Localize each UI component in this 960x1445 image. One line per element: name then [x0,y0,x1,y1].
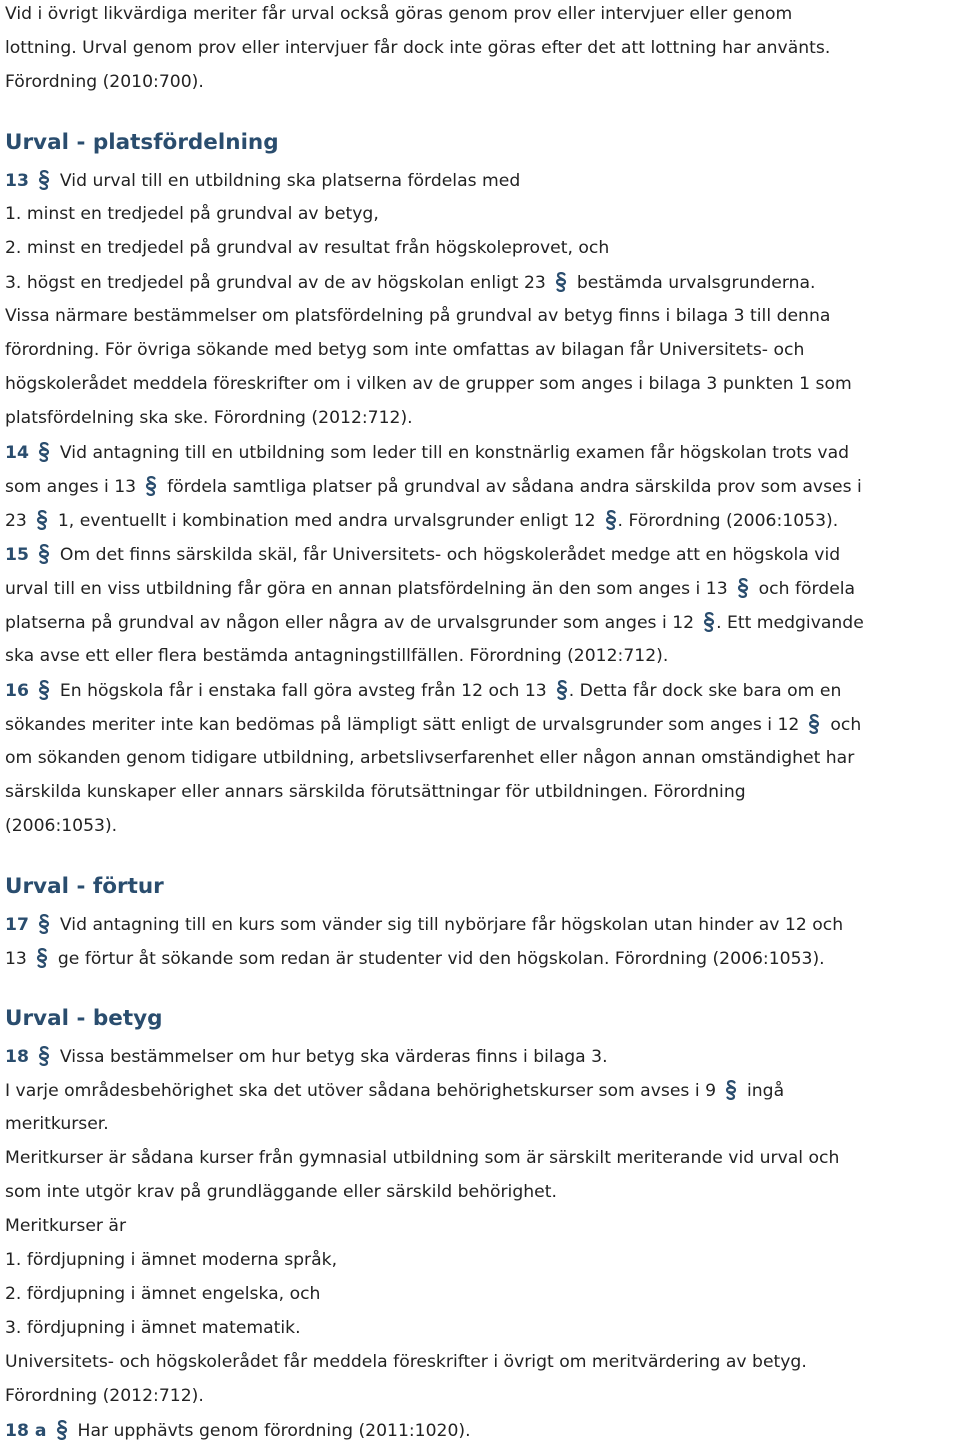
section-sign-icon [555,679,569,701]
section-sign-icon [724,1079,738,1101]
section-sign-icon [37,543,51,565]
list-item: 2. fördjupning i ämnet engelska, och [5,1284,321,1304]
paragraph-line: ska avse ett eller flera bestämda antagningstillfällen. Förordning (2012:712). [5,646,669,666]
section-number: 15 [5,545,29,565]
paragraph-line: Meritkurser är sådana kurser från gymnasial utbildning som är särskilt meriterande vid urval och [5,1148,840,1168]
heading-urval-betyg: Urval - betyg [5,1006,163,1031]
paragraph-line: om sökanden genom tidigare utbildning, arbetslivserfarenhet eller någon annan omständighet har [5,748,855,768]
paragraph-line: Förordning (2012:712). [5,1386,204,1406]
section-number: 18 a [5,1421,47,1441]
paragraph-line: som anges i 13 fördela samtliga platser på grundval av sådana andra särskilda prov som avses i [5,477,862,497]
section-sign-icon [55,1419,69,1441]
paragraph-line: urval till en viss utbildning får göra en annan platsfördelning än den som anges i 13 och fördela [5,579,856,599]
section-sign-icon [37,913,51,935]
paragraph-line: förordning. För övriga sökande med betyg som inte omfattas av bilagan får Universitets- och [5,340,805,360]
section-sign-icon [37,1045,51,1067]
section-18a-line-1: 18 a Har upphävts genom förordning (2011:1020). [5,1421,471,1441]
paragraph-line: platsfördelning ska ske. Förordning (2012:712). [5,408,413,428]
section-number: 13 [5,171,29,191]
section-sign-icon [37,441,51,463]
heading-urval-platsfordelning: Urval - platsfördelning [5,130,279,155]
section-13-lead: 13 Vid urval till en utbildning ska platserna fördelas med [5,171,521,191]
list-item: 1. minst en tredjedel på grundval av betyg, [5,204,379,224]
intro-line-3: Förordning (2010:700). [5,72,204,92]
section-sign-icon [37,679,51,701]
section-sign-icon [807,713,821,735]
section-15-line-1: 15 Om det finns särskilda skäl, får Universitets- och högskolerådet medge att en högskola vid [5,545,841,565]
paragraph-line: som inte utgör krav på grundläggande eller särskild behörighet. [5,1182,557,1202]
paragraph-line: (2006:1053). [5,816,118,836]
list-item: 1. fördjupning i ämnet moderna språk, [5,1250,338,1270]
paragraph-line: I varje områdesbehörighet ska det utöver sådana behörighetskurser som avses i 9 ingå [5,1081,785,1101]
section-sign-icon [35,947,49,969]
paragraph-line: Vissa närmare bestämmelser om platsfördelning på grundval av betyg finns i bilaga 3 till denna [5,306,831,326]
intro-line-2: lottning. Urval genom prov eller intervjuer får dock inte göras efter det att lottning har använts. [5,38,831,58]
list-item: 2. minst en tredjedel på grundval av resultat från högskoleprovet, och [5,238,610,258]
section-sign-icon [35,509,49,531]
section-sign-icon [736,577,750,599]
section-sign-icon [604,509,618,531]
section-number: 17 [5,915,29,935]
section-number: 14 [5,443,29,463]
heading-urval-fortur: Urval - förtur [5,874,164,899]
list-item: 3. högst en tredjedel på grundval av de av högskolan enligt 23 bestämda urvalsgrunderna. [5,273,816,293]
section-18-line-1: 18 Vissa bestämmelser om hur betyg ska värderas finns i bilaga 3. [5,1047,608,1067]
paragraph-line: Meritkurser är [5,1216,127,1236]
paragraph-line: särskilda kunskaper eller annars särskilda förutsättningar för utbildningen. Förordning [5,782,746,802]
section-sign-icon [144,475,158,497]
intro-line-1: Vid i övrigt likvärdiga meriter får urval också göras genom prov eller intervjuer eller genom [5,4,793,24]
paragraph-line: 23 1, eventuellt i kombination med andra urvalsgrunder enligt 12 . Förordning (2006:1053). [5,511,839,531]
paragraph-line: sökandes meriter inte kan bedömas på lämpligt sätt enligt de urvalsgrunder som anges i 12 och [5,715,862,735]
section-14-line-1: 14 Vid antagning till en utbildning som leder till en konstnärlig examen får högskolan trots vad [5,443,850,463]
paragraph-line: Universitets- och högskolerådet får meddela föreskrifter i övrigt om meritvärdering av betyg. [5,1352,807,1372]
section-number: 16 [5,681,29,701]
list-item: 3. fördjupning i ämnet matematik. [5,1318,301,1338]
paragraph-line: högskolerådet meddela föreskrifter om i vilken av de grupper som anges i bilaga 3 punkten 1 som [5,374,852,394]
section-17-line-1: 17 Vid antagning till en kurs som vänder sig till nybörjare får högskolan utan hinder av 12 och [5,915,844,935]
paragraph-line: 13 ge förtur åt sökande som redan är studenter vid den högskolan. Förordning (2006:1053). [5,949,825,969]
section-sign-icon [37,169,51,191]
section-sign-icon [554,271,568,293]
section-16-line-1: 16 En högskola får i enstaka fall göra avsteg från 12 och 13 . Detta får dock ske bara om en [5,681,842,701]
paragraph-line: meritkurser. [5,1114,109,1134]
section-number: 18 [5,1047,29,1067]
paragraph-line: platserna på grundval av någon eller några av de urvalsgrunder som anges i 12 . Ett medgivande [5,613,864,633]
section-sign-icon [702,611,716,633]
